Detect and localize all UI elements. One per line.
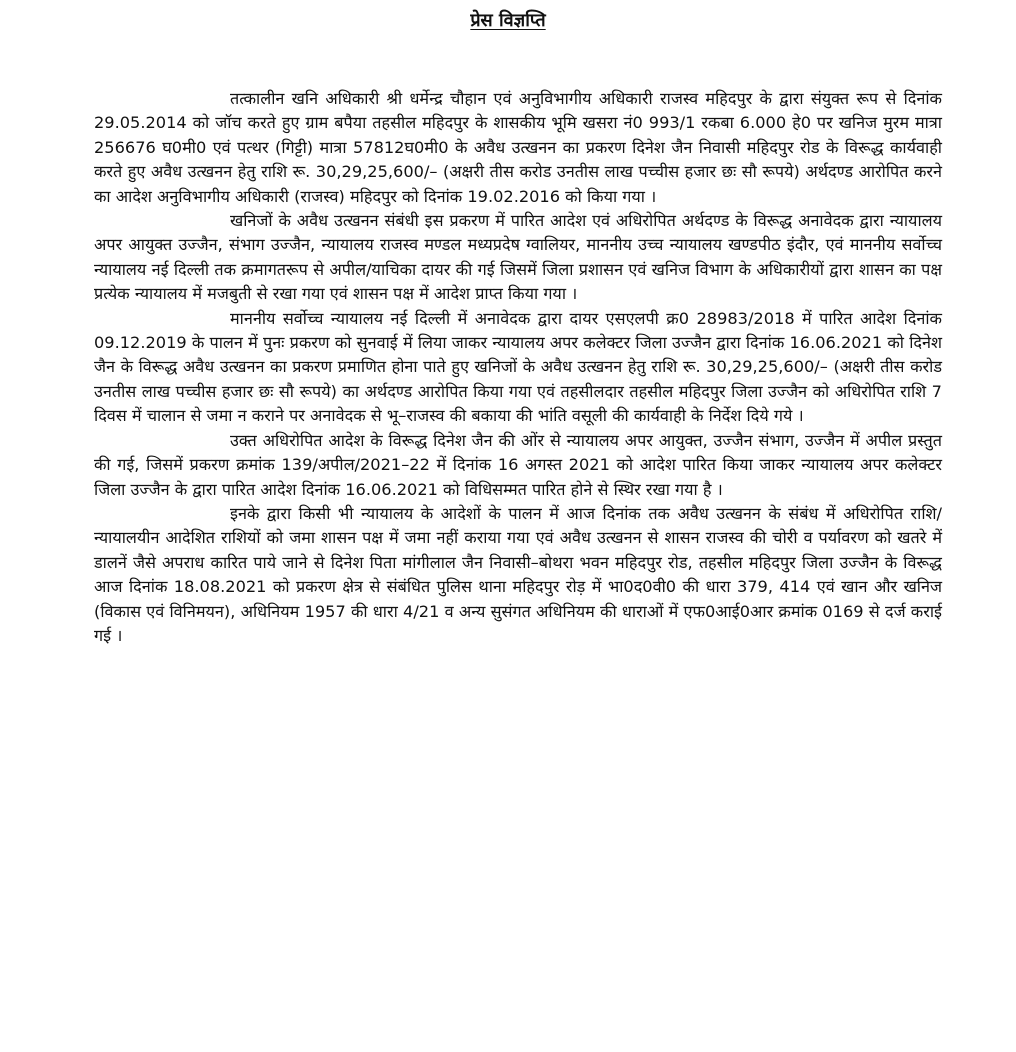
paragraph-5: इनके द्वारा किसी भी न्यायालय के आदेशों के पालन में आज दिनांक तक अवैध उत्खनन के संबंध में अधिरोपित राशि/न्यायालयीन आदेशित राशियों को जमा शासन पक्ष में जमा नहीं कराया गया एवं अवैध उत्खनन से शासन राजस्व की चोरी व पर्यावरण को खतरे में डालनें जैसे अपराध कारित पाये जाने से दिनेश पिता मांगीलाल जैन निवासी–बोथरा भवन महिदपुर रोड, तहसील महिदपुर जिला उज्जैन के विरूद्ध आज दिनांक 18.08.2021 को प्रकरण क्षेत्र से संबंधित पुलिस थाना महिदपुर रोड़ में भा0द0वी0 की धारा 379, 414 एवं खान और खनिज (विकास एवं विनिमयन), अधिनियम 1957 की धारा 4/21 व अन्य सुसंगत अधिनियम की धाराओं में एफ0आई0आर क्रमांक 0169 से दर्ज कराई गई । xyxy=(94,503,942,645)
paragraph-4: उक्त अधिरोपित आदेश के विरूद्ध दिनेश जैन की ओंर से न्यायालय अपर आयुक्त, उज्जैन संभाग, उज्जैन में अपील प्रस्तुत की गई, जिसमें प्रकरण क्रमांक 139/अपील/2021–22 में दिनांक 16 अगस्त 2021 को आदेश पारित किया जाकर न्यायालय अपर कलेक्टर जिला उज्जैन के द्वारा पारित आदेश दिनांक 16.06.2021 को विधिसम्मत पारित होने से स्थिर रखा गया है । xyxy=(94,430,942,499)
paragraph-3: माननीय सर्वोच्च न्यायालय नई दिल्ली में अनावेदक द्वारा दायर एसएलपी क्र0 28983/2018 में पारित आदेश दिनांक 09.12.2019 के पालन में पुनः प्रकरण को सुनवाई में लिया जाकर न्यायालय अपर कलेक्टर जिला उज्जैन द्वारा दिनांक 16.06.2021 को दिनेश जैन के विरूद्ध अवैध उत्खनन का प्रकरण प्रमाणित होना पाते हुए खनिजों के अवैध उत्खनन हेतु राशि रू. 30,29,25,600/– (अक्षरी तीस करोड उनतीस लाख पच्चीस हजार छः सौ रूपये) का अर्थदण्ड आरोपित किया गया एवं तहसीलदार तहसील महिदपुर जिला उज्जैन को अधिरोपित राशि 7 दिवस में चालान से जमा न कराने पर अनावेदक से भू–राजस्व की बकाया की भांति वसूली की कार्यवाही के निर्देश दिये गये । xyxy=(94,308,942,426)
document-body xyxy=(94,87,942,648)
title-text: प्रेस विज्ञप्ति xyxy=(470,10,546,31)
paragraph-2: खनिजों के अवैध उत्खनन संबंधी इस प्रकरण में पारित आदेश एवं अधिरोपित अर्थदण्ड के विरूद्ध अनावेदक द्वारा न्यायालय अपर आयुक्त उज्जैन, संभाग उज्जैन, न्यायालय राजस्व मण्डल मध्यप्रदेष ग्वालियर, माननीय उच्च न्यायालय खण्डपीठ इंदौर, एवं माननीय सर्वोच्च न्यायालय नई दिल्ली तक क्रमागतरूप से अपील/याचिका दायर की गई जिसमें जिला प्रशासन एवं खनिज विभाग के अधिकारीयों द्वारा शासन का पक्ष प्रत्येक न्यायालय में मजबुती से रखा गया एवं शासन पक्ष में आदेश प्राप्त किया गया । xyxy=(94,211,942,304)
paragraph-1: तत्कालीन खनि अधिकारी श्री धर्मेन्द्र चौहान एवं अनुविभागीय अधिकारी राजस्व महिदपुर के द्वारा संयुक्त रूप से दिनांक 29.05.2014 को जॉच करते हुए ग्राम बपैया तहसील महिदपुर के शासकीय भूमि खसरा नं0 993/1 रकबा 6.000 हे0 पर खनिज मुरम मात्रा 256676 घ0मी0 एवं पत्थर (गिट्टी) मात्रा 57812घ0मी0 के अवैध उत्खनन का प्रकरण दिनेश जैन निवासी महिदपुर रोड के विरूद्ध कार्यवाही करते हुए अवैध उत्खनन हेतु राशि रू. 30,29,25,600/– (अक्षरी तीस करोड उनतीस लाख पच्चीस हजार छः सौ रूपये) अर्थदण्ड आरोपित करने का आदेश अनुविभागीय अधिकारी (राजस्व) महिदपुर को दिनांक 19.02.2016 को किया गया । xyxy=(94,89,942,206)
page-title xyxy=(0,8,1016,34)
